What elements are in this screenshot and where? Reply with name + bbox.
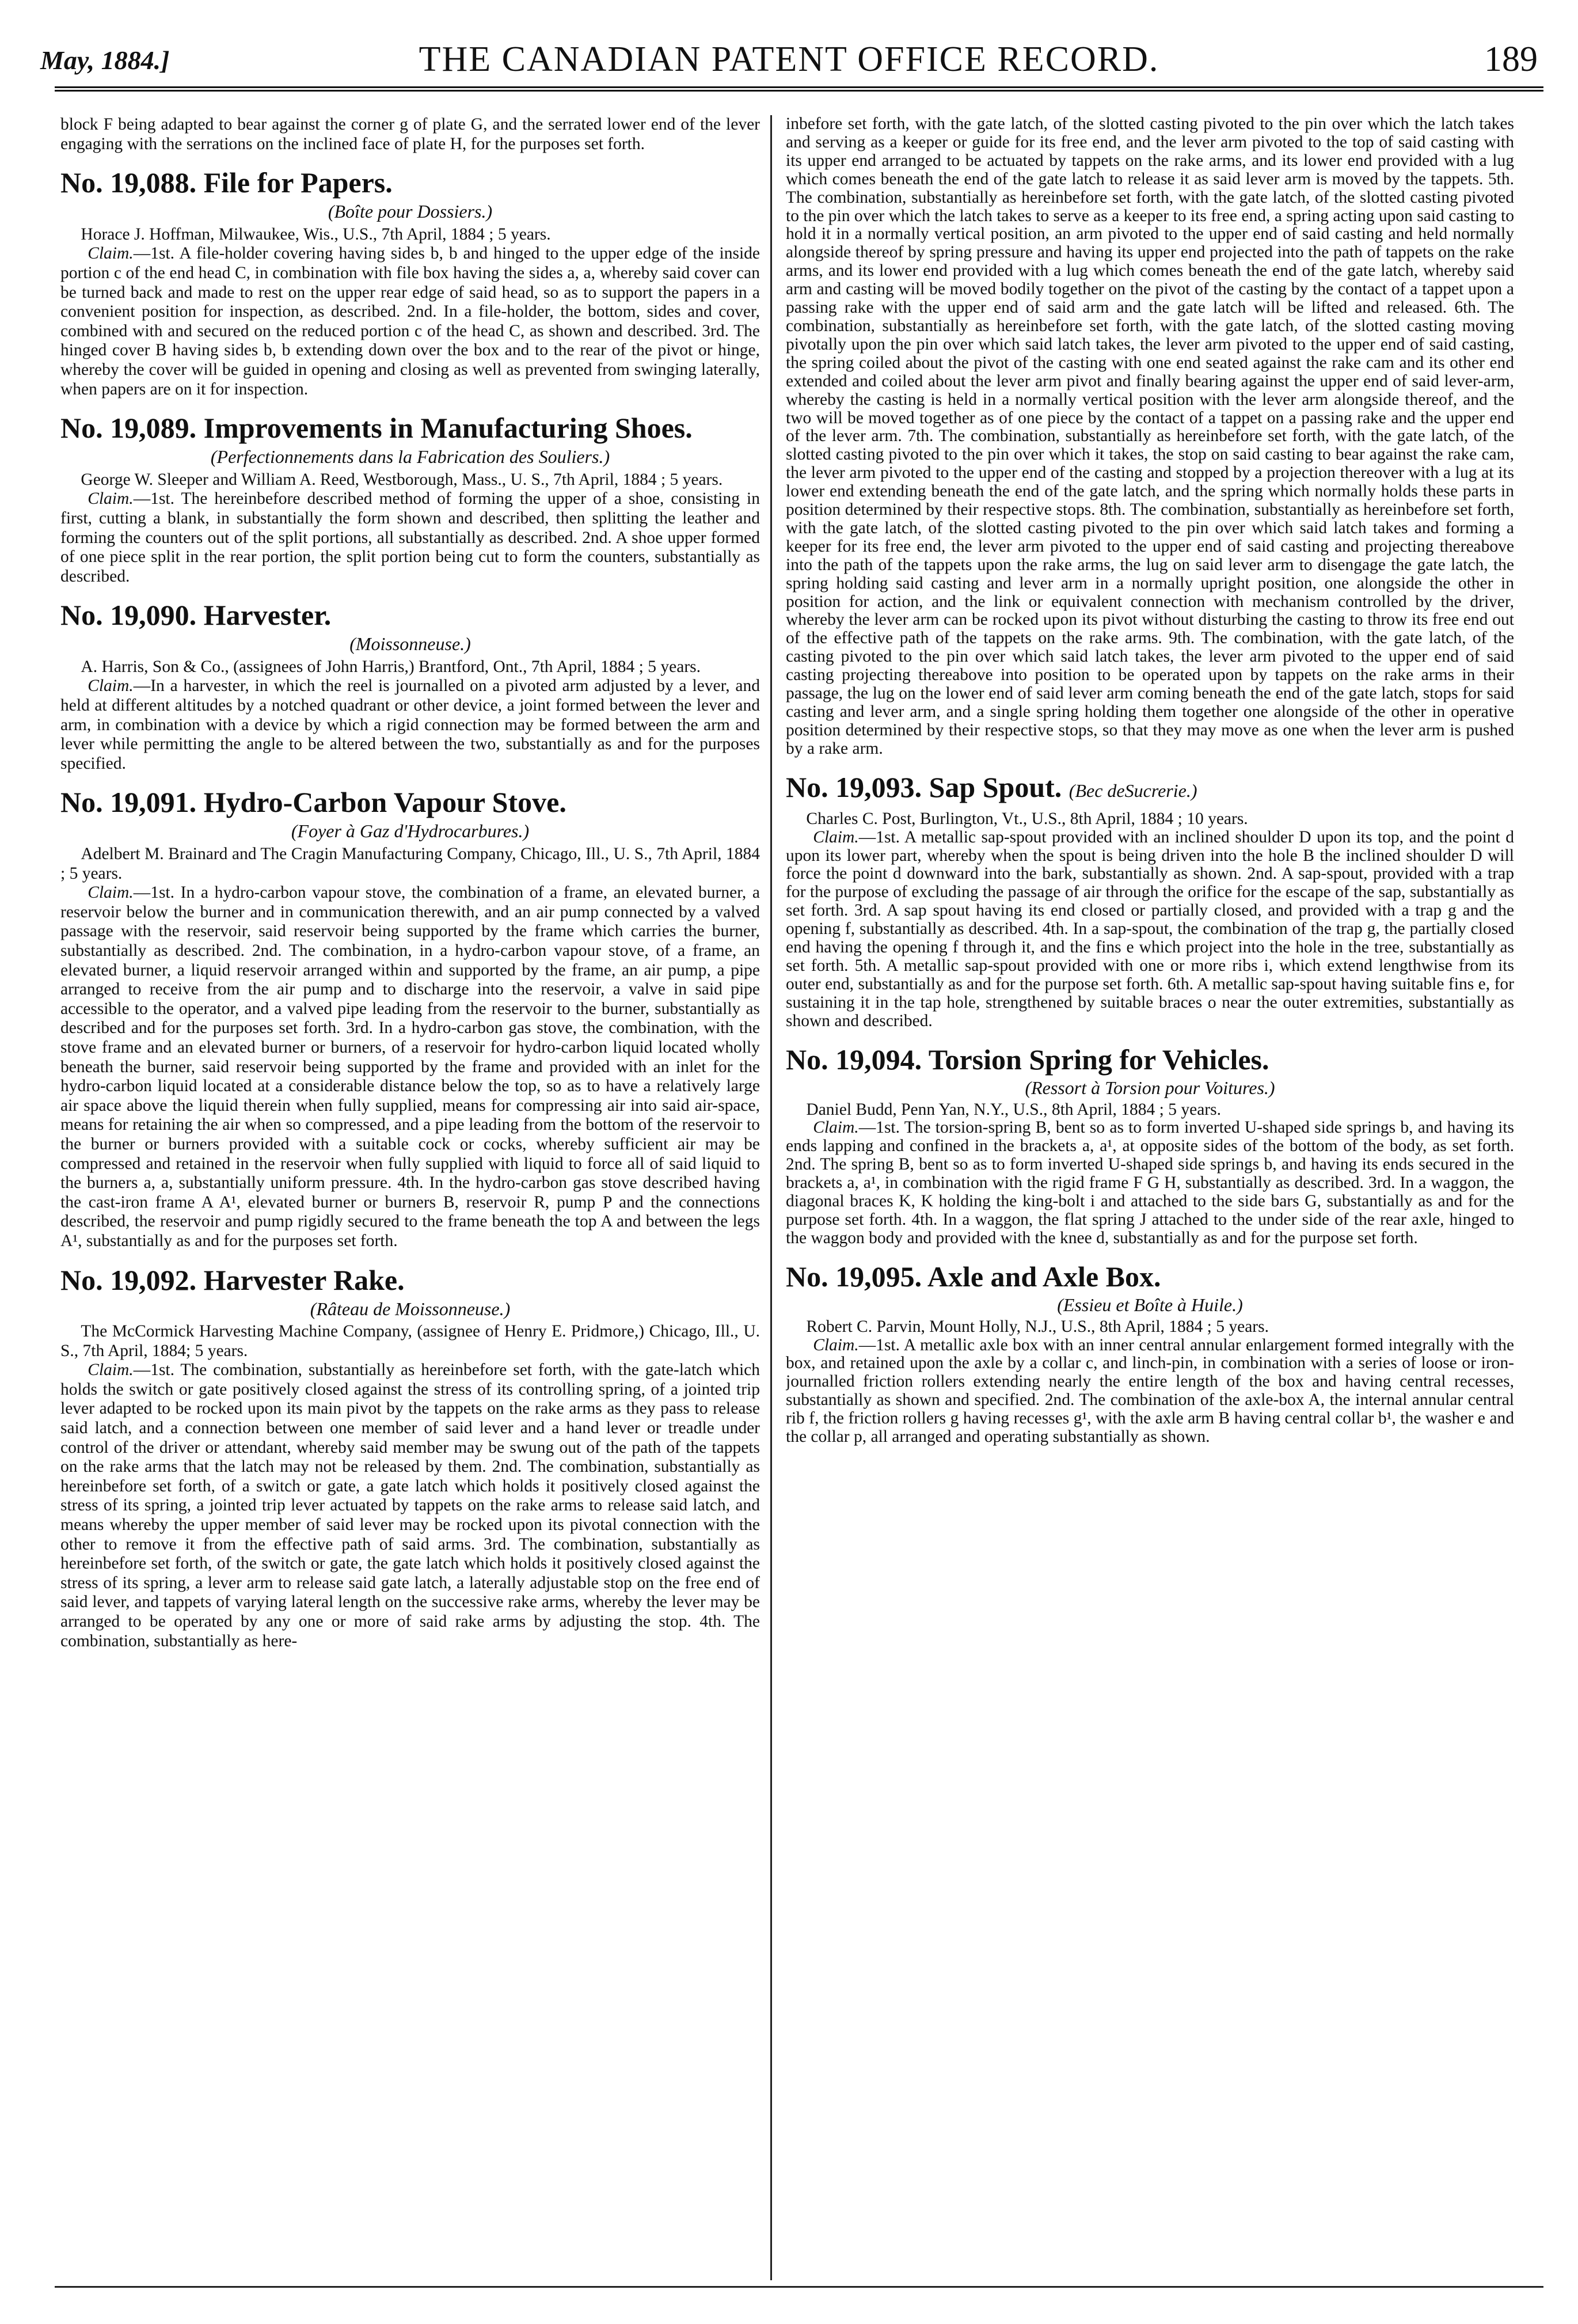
claims-body: —1st. The combination, substantially as hereinbefore set forth, with the gate-latch which holds the switch or gate positively closed against the stress of its controlling spring, of a jointed trip lever adapted to be rocked upon its main pivot by the tappets on the rake arms as they pass to release said latch, and a connection between one member of said lever and a hand lever or treadle under control of the driver or attendant, whereby said member may be swung out of the path of the tappets on the rake arms that the latch may not be released by them. 2nd. The combination, substantially as hereinbefore set forth, of a switch or gate, a gate latch which holds it positively closed against the stress of its spring, a jointed trip lever actuated by tappets on the rake arms to release said latch, and means whereby the upper member of said lever may be rocked upon its pivotal connection with the other to remove it from the effective path of said arms. 3rd. The combination, substantially as hereinbefore set forth, of the switch or gate, the gate latch which holds it positively closed against the stress of its spring, a lever arm to release said gate latch, a laterally adjustable stop on the free end of said lever, and tappets of varying lateral length on the successive rake arms, whereby the lever may be arranged to be operated by any one or more of said rake arms by adjusting the stop. 4th. The combination, substantially as here- [60, 1361, 760, 1650]
french-title: (Foyer à Gaz d'Hydrocarbures.) [291, 821, 530, 842]
left-continuation-text: block F being adapted to bear against the corner g of plate G, and the serrated lower end of the lever engaging with the serrations on the inclined face of plate H, for the purposes set forth. [60, 115, 760, 153]
inventor-line: Adelbert M. Brainard and The Cragin Manufacturing Company, Chicago, Ill., U. S., 7th April, 1884 ; 5 years. [60, 845, 760, 883]
patent-entry-19088 [60, 166, 760, 399]
claim-label: Claim. [813, 827, 859, 846]
french-title: (Essieu et Boîte à Huile.) [1057, 1294, 1243, 1315]
claim-label: Claim. [813, 1118, 859, 1137]
inventor-line: Horace J. Hoffman, Milwaukee, Wis., U.S., 7th April, 1884 ; 5 years. [81, 225, 551, 244]
patent-heading: No. 19,088. File for Papers. [60, 166, 393, 199]
patent-heading: No. 19,095. Axle and Axle Box. [786, 1260, 1161, 1293]
patent-heading: No. 19,091. Hydro-Carbon Vapour Stove. [60, 786, 566, 819]
french-title: (Moissonneuse.) [349, 633, 471, 655]
claims-body: —1st. A metallic axle box with an inner central annular enlargement formed integrally with the box, and retained upon the axle by a collar c, and linch-pin, in combination with a series of loose or iron-journalled friction rollers extending nearly the entire length of the box and having central recesses, substantially as shown and specified. 2nd. The combination of the axle-box A, the internal annular central rib f, the friction rollers g having recesses g¹, with the axle arm B having central collar b¹, the washer e and the collar p, all arranged and operating substantially as shown. [786, 1335, 1514, 1446]
french-title: (Ressort à Torsion pour Voitures.) [1025, 1077, 1275, 1098]
claims-body: —1st. The hereinbefore described method of forming the upper of a shoe, consisting in first, cutting a blank, in substantially the form shown and described, then splitting the leather and forming the counters out of the split portions, all substantially as described. 2nd. A shoe upper formed of one piece split in the rear portion, the split portion being cut to form the counters, substantially as described. [60, 489, 760, 586]
patent-entry-19089 [60, 412, 760, 586]
claims-text [786, 829, 1514, 1031]
inventor-line: Charles C. Post, Burlington, Vt., U.S., 8th April, 1884 ; 10 years. [806, 809, 1248, 828]
inventor-line: The McCormick Harvesting Machine Company, (assignee of Henry E. Pridmore,) Chicago, Ill., U. S., 7th April, 1884; 5 years. [60, 1322, 760, 1360]
claims-text [60, 244, 760, 399]
page-header [40, 23, 1538, 86]
claim-label: Claim. [88, 677, 134, 696]
french-title: (Bec deSucrerie.) [1069, 780, 1197, 801]
patent-entry-19090 [60, 599, 760, 773]
patent-entry-19093 [786, 771, 1514, 1031]
claims-text [60, 489, 760, 586]
claims-body: —1st. A file-holder covering having sides b, b and hinged to the upper edge of the inside portion c of the end head C, in combination with file box having the sides a, a, whereby said cover can be turned back and made to rest on the upper rear edge of said head, so as to support the papers in a convenient position for inspection, as described. 2nd. In a file-holder, the bottom, sides and cover, combined with and secured on the reduced portion c of the head C, as shown and described. 3rd. The hinged cover B having sides b, b extending down over the box and to the rear of the pivot or hinge, whereby the cover will be guided in opening and closing as well as prevented from swinging laterally, when papers are on it for inspection. [60, 244, 760, 398]
claims-text [60, 1361, 760, 1651]
claims-body: —1st. In a hydro-carbon vapour stove, the combination of a frame, an elevated burner, a reservoir below the burner and in communication therewith, and an air pump connected by a valved passage with the reservoir, said reservoir being supported by the frame which carries the burner, substantially as described. 2nd. The combination, in a hydro-carbon vapour stove, of a frame, an elevated burner, a liquid reservoir arranged within and supported by the frame, an air pump, a pipe arranged to receive from the air pump and to discharge into the reservoir, a valve in said pipe accessible to the operator, and a valved pipe leading from the reservoir to the burner, substantially as described and for the purposes set forth. 3rd. In a hydro-carbon gas stove, the combination, with the stove frame and an elevated burner or burners, of a reservoir for hydro-carbon liquid located wholly beneath the burner, said reservoir being supported by the frame and provided with an inlet for the hydro-carbon liquid located at a considerable distance below the top, so as to have a relatively large air space above the liquid therein when fully supplied, means for compressing air into said air-space, means for retaining the air when so compressed, and a pipe leading from the bottom of the reservoir to the burner or burners provided with a suitable cock or cocks, whereby sufficient air may be compressed and retained in the reservoir when fully supplied with liquid to force all of said liquid to the burners a, a, substantially uniform pressure. 4th. In the hydro-carbon gas stove described having the cast-iron frame A A¹, elevated burner or burners B, reservoir R, pump P and the connections described, the reservoir and pump rigidly secured to the frame beneath the top A and between the legs A¹, substantially as and for the purposes set forth. [60, 883, 760, 1250]
right-continuation-text: inbefore set forth, with the gate latch, of the slotted casting pivoted to the pin over which the latch takes and serving as a keeper or guide for its free end, and the lever arm pivoted to the top of said casting with its upper end arranged to be actuated by tappets on the rake arms, and its lower end provided with a lug which comes beneath the end of the gate latch to release it as said lever arm is moved by the tappets. 5th. The combination, substantially as hereinbefore set forth, with the gate latch, of the slotted casting pivoted to the pin over which the latch takes to serve as a keeper to its free end, a spring acting upon said casting to hold it in a normally vertical position, an arm pivoted to the upper end of said casting and held normally alongside thereof by spring pressure and having its upper end projected into the path of tappets on the rake arms, and its lower end provided with a lug which comes beneath the end of the gate latch, whereby said arm and casting will be moved bodily together on the pivot of the casting by the contact of a tappet upon a passing rake with the upper end of said arm and the gate latch will be lifted and released. 6th. The combination, substantially as hereinbefore set forth, with the gate latch, of the slotted casting moving pivotally upon the pin over which said latch takes, the lever arm pivoted to the upper end of said casting, the spring coiled about the pivot of the casting with one end seated against the rake cam and its other end extended and coiled about the lever arm pivot and finally bearing against the upper end of said lever-arm, whereby the casting is held in a normally vertical position with the lever arm alongside thereof, and the two will be moved together as of one piece by the contact of a tappet on a passing rake and the upper end of the lever arm. 7th. The combination, substantially as hereinbefore set forth, with the gate latch, of the slotted casting pivoted to the pin over which it takes, the stop on said casting to bear against the rake cam, the lever arm pivoted to the upper end of the casting and stopped by a projection thereover with a lug at its lower end extending beneath the end of the gate latch, and the spring which normally holds these parts in position determined by their respective stops. 8th. The combination, substantially as hereinbefore set forth, with the gate latch, of the slotted casting pivoted to the pin over which said latch takes and forming a keeper for its free end, the lever arm pivoted to the upper end of said casting and projecting thereabove into the path of the tappets upon the rake arms, the lug on said lever arm to disengage the gate latch, the spring holding said casting and lever arm in a normally upright position, one alongside the other in position for action, and the link or equivalent connection with mechanism controlled by the driver, whereby the lever arm can be rocked upon its pivot without disturbing the casting to throw its free end out of the effective path of the tappets on the rake arms. 9th. The combination, with the gate latch, of the casting pivoted to the pin over which said latch takes, the lever arm pivoted to the upper end of said casting projecting thereabove into position to be operated upon by tappets on the rake arms in their passage, the lug on the lower end of said lever arm coming beneath the end of the gate latch, stops for said casting and lever arm, and a single spring holding them together one alongside of the other in operative position determined by their respective stops, so that they may move as one when the lever arm is pushed by a rake arm. [786, 115, 1514, 758]
claims-body: —In a harvester, in which the reel is journalled on a pivoted arm adjusted by a lever, and held at different altitudes by a notched quadrant or other device, a joint formed between the lever and arm, in combination with a device by which a rigid connection may be formed between the arm and lever while permitting the angle to be altered between the two, substantially as and for the purposes specified. [60, 677, 760, 773]
inventor-line: A. Harris, Son & Co., (assignees of John Harris,) Brantford, Ont., 7th April, 1884 ; 5 years. [81, 657, 701, 676]
french-title: (Râteau de Moissonneuse.) [310, 1298, 511, 1319]
french-title: (Perfectionnements dans la Fabrication des Souliers.) [210, 446, 610, 468]
right-column [786, 115, 1514, 2286]
patent-entry-19095 [786, 1260, 1514, 1446]
claims-text [786, 1336, 1514, 1446]
inventor-line: George W. Sleeper and William A. Reed, Westborough, Mass., U. S., 7th April, 1884 ; 5 years. [81, 470, 723, 489]
page-number: 189 [1484, 40, 1538, 79]
claims-text [786, 1119, 1514, 1247]
column-divider [770, 115, 772, 2280]
patent-heading-text: No. 19,093. Sap Spout. [786, 770, 1062, 803]
claims-body: —1st. A metallic sap-spout provided with an inclined shoulder D upon its top, and the point d upon its lower part, whereby when the spout is being driven into the hole B the inclined shoulder D will force the point d downward into the bark, substantially as shown. 2nd. A sap-spout, provided with a trap for the purpose of excluding the passage of air through the orifice for the escape of the sap, substantially as set forth. 3rd. A sap spout having its end closed or partially closed, and provided with a trap g and the opening f, substantially as described. 4th. In a sap-spout, the combination of the trap g, the partially closed end having the opening f through it, and the fins e which project into the hole in the tree, substantially as set forth. 5th. A metallic sap-spout provided with one or more ribs i, which extend lengthwise from its outer end, substantially as and for the purpose set forth. 6th. A metallic sap-spout having suitable fins e, for sustaining it in the tap hole, strengthened by suitable braces o near the outer extremities, substantially as shown and described. [786, 827, 1514, 1030]
claims-text [60, 677, 760, 773]
header-rule [55, 86, 1543, 92]
patent-heading: No. 19,092. Harvester Rake. [60, 1263, 405, 1296]
patent-heading: No. 19,090. Harvester. [60, 599, 332, 632]
patent-entry-19091 [60, 786, 760, 1251]
inventor-line: Robert C. Parvin, Mount Holly, N.J., U.S., 8th April, 1884 ; 5 years. [806, 1317, 1269, 1336]
journal-title: THE CANADIAN PATENT OFFICE RECORD. [419, 40, 1159, 79]
claims-text [60, 883, 760, 1251]
footer-rule [55, 2286, 1543, 2288]
issue-date: May, 1884.] [40, 45, 170, 75]
patent-entry-19094 [786, 1043, 1514, 1248]
claim-label: Claim. [88, 1361, 134, 1380]
claim-label: Claim. [88, 244, 134, 263]
french-title: (Boîte pour Dossiers.) [328, 201, 493, 222]
patent-heading: No. 19,094. Torsion Spring for Vehicles. [786, 1043, 1269, 1076]
patent-heading: No. 19,089. Improvements in Manufacturing Shoes. [60, 412, 693, 445]
inventor-line: Daniel Budd, Penn Yan, N.Y., U.S., 8th April, 1884 ; 5 years. [806, 1100, 1221, 1119]
claim-label: Claim. [88, 883, 134, 902]
patent-entry-19092 [60, 1264, 760, 1651]
claims-body: —1st. The torsion-spring B, bent so as to form inverted U-shaped side springs b, and having its ends lapping and confined in the brackets a, a¹, at opposite sides of the bottom of the body, as set forth. 2nd. The spring B, bent so as to form inverted U-shaped side springs b, and having its ends secured in the brackets a, a¹, in combination with the rigid frame F G H, substantially as described. 3rd. In a waggon, the diagonal braces K, K holding the king-bolt i and attached to the side bars G, substantially as and for the purpose set forth. 4th. In a waggon, the flat spring J attached to the under side of the rear axle, hinged to the waggon body and provided with the knee d, substantially as and for the purpose set forth. [786, 1118, 1514, 1247]
claim-label: Claim. [88, 489, 134, 508]
claim-label: Claim. [813, 1335, 859, 1354]
left-column [60, 115, 760, 2286]
patent-heading [786, 771, 1514, 807]
